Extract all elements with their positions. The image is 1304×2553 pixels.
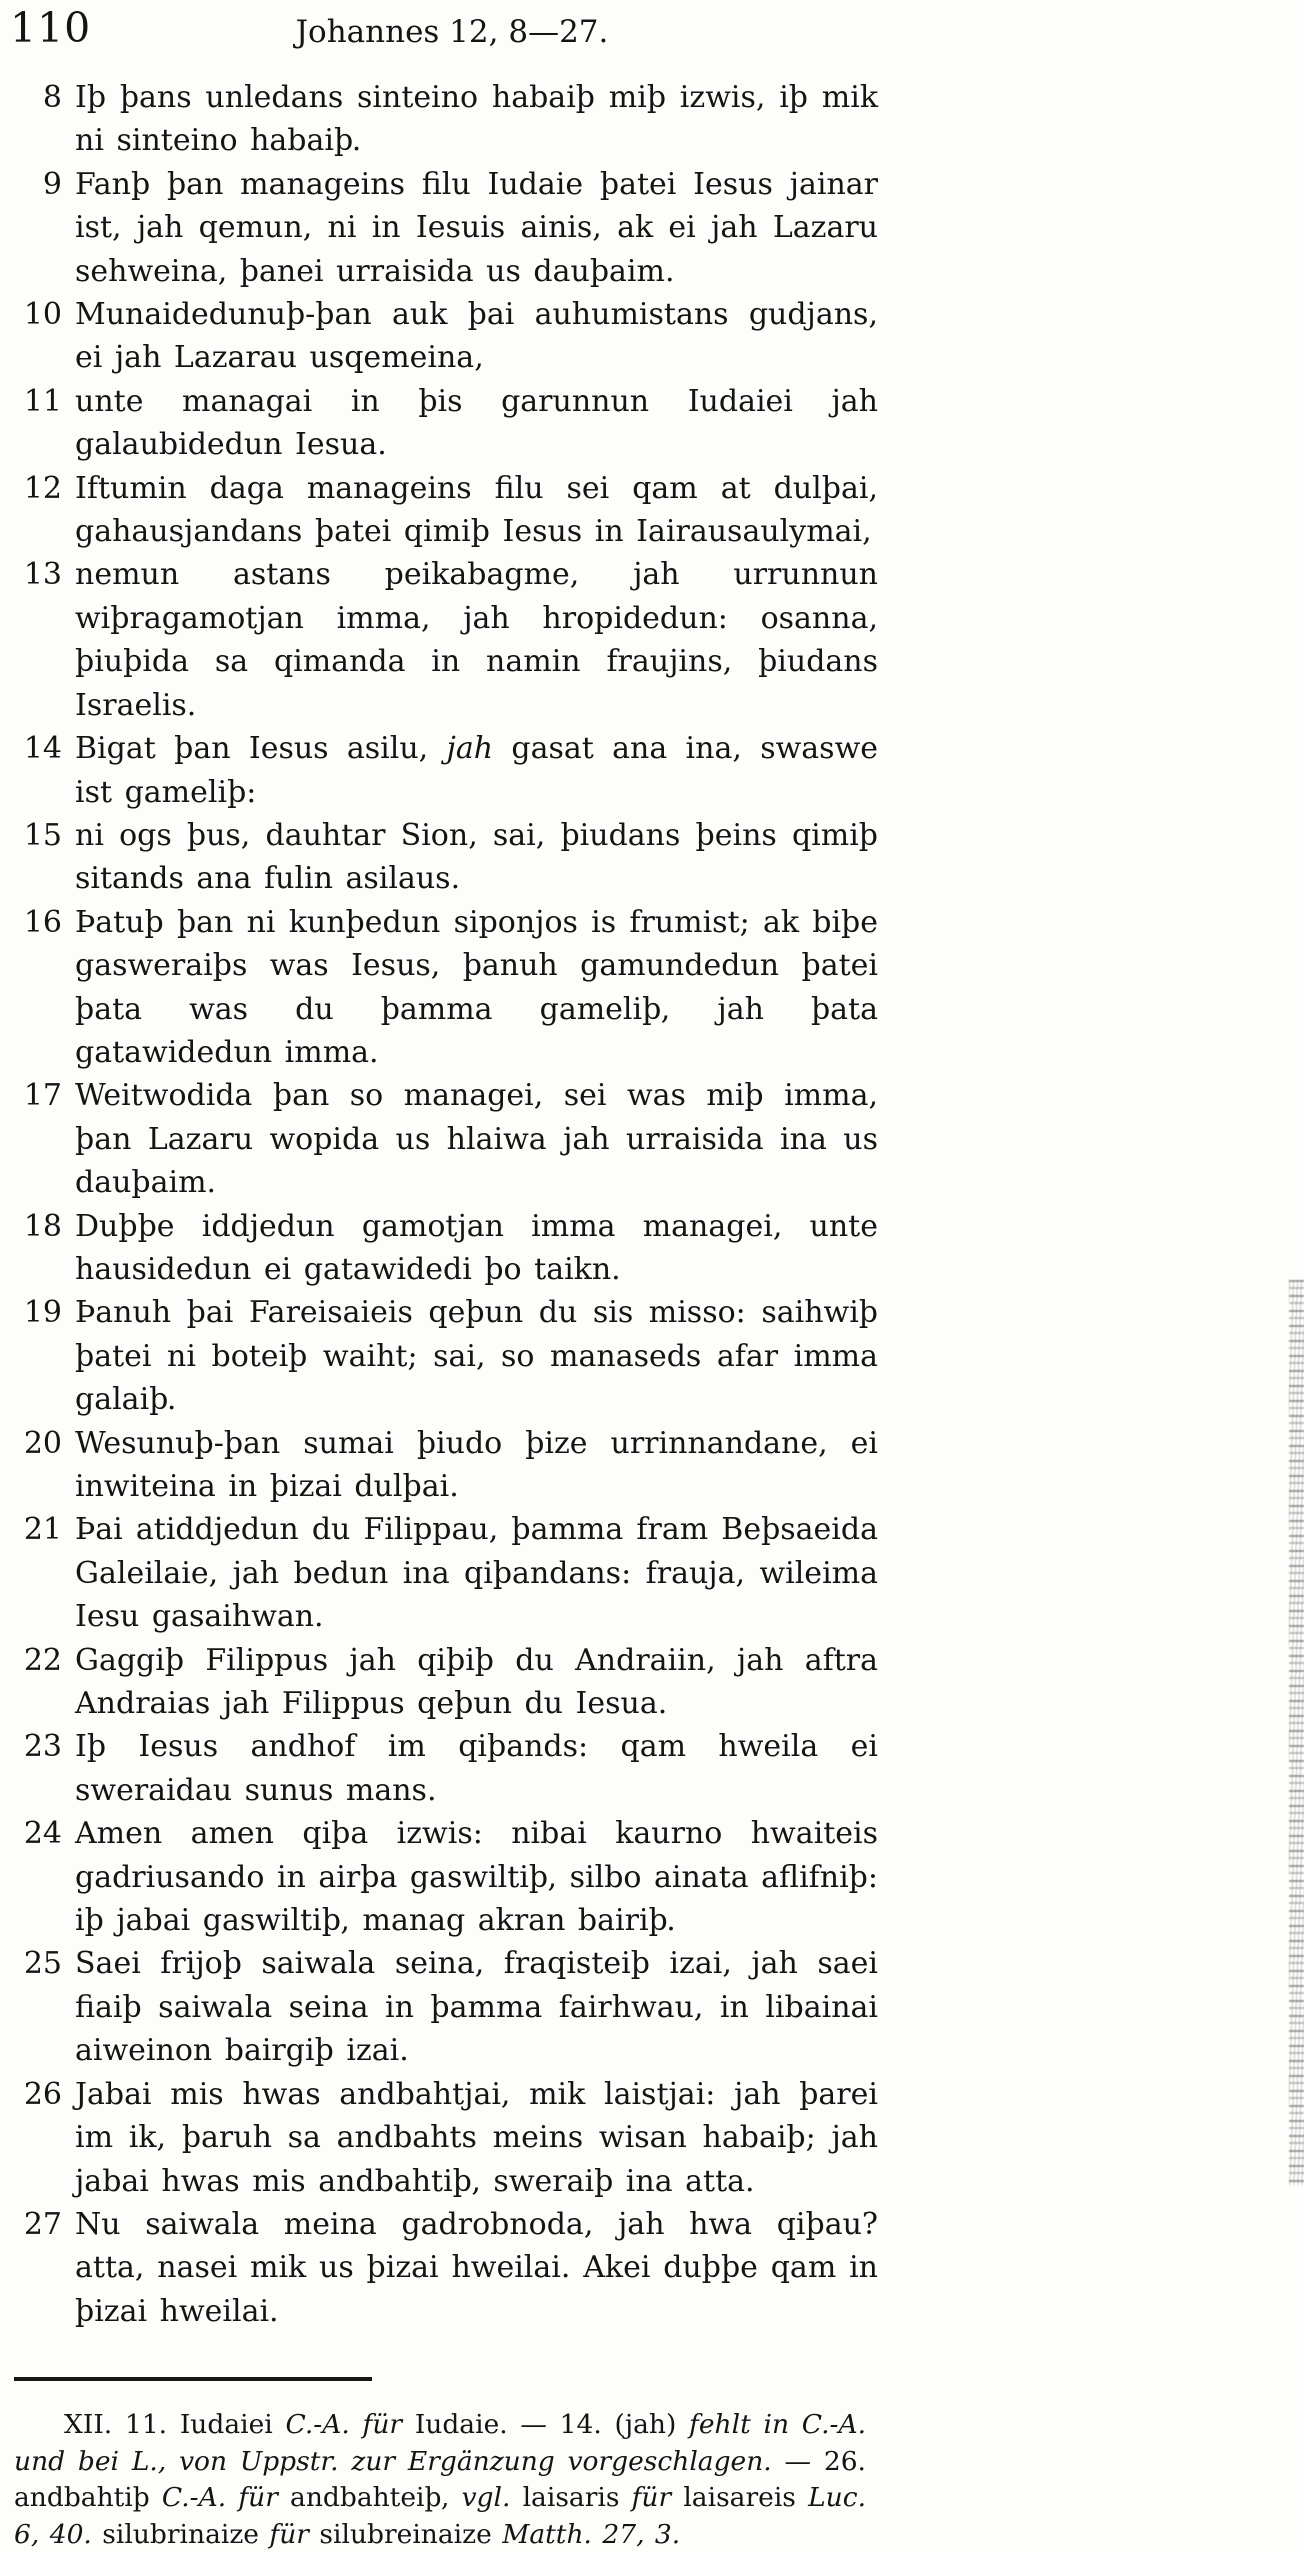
- verse-text-segment: Þatuþ þan ni kunþedun siponjos is frumist; ak biþe gasweraiþs was Iesus, þanuh gamundedun þatei þata was du þamma gameliþ, jah þata gatawidedun imma.: [75, 904, 878, 1070]
- verse-number: 9: [42, 166, 62, 202]
- verse-text: [75, 1074, 878, 1204]
- verse-text-segment: Bigat þan Iesus asilu,: [75, 731, 447, 767]
- footnote-segment: C.-A. für: [285, 2409, 403, 2441]
- footnote-segment: laisareis: [671, 2482, 809, 2514]
- verse-text-segment: ni ogs þus, dauhtar Sion, sai, þiudans þeins qimiþ sitands ana fulin asilaus.: [75, 817, 878, 897]
- verse-row: [12, 1639, 878, 1726]
- verse-text-segment: Duþþe iddjedun gamotjan imma managei, unte hausidedun ei gatawidedi þo taikn.: [75, 1208, 878, 1287]
- verse-text-segment: jah: [446, 731, 494, 767]
- verse-text: [75, 1508, 878, 1638]
- verse-row: [12, 293, 878, 380]
- verse-text-segment: Þanuh þai Fareisaieis qeþun du sis misso: saihwiþ þatei ni boteiþ waiht; sai, so manaseds afar imma galaiþ.: [75, 1295, 878, 1418]
- footnote-segment: für: [631, 2482, 672, 2514]
- verse-row: [12, 727, 878, 814]
- verse-number: 11: [23, 383, 62, 419]
- footnote-segment: silubrinaize: [91, 2518, 270, 2550]
- footnote-segment: — 26. andbahtiþ: [14, 2445, 866, 2514]
- verse-number: 19: [23, 1295, 62, 1331]
- verse-number: 23: [23, 1729, 62, 1765]
- verse-text: [75, 1205, 878, 1292]
- verse-number: 8: [42, 80, 62, 115]
- verse-number: 20: [23, 1425, 62, 1461]
- verse-text-segment: Fanþ þan manageins filu Iudaie þatei Iesus jainar ist, jah qemun, ni in Iesuis ainis, ak ei jah Lazaru sehweina, þanei urraisida us dauþaim.: [75, 166, 878, 289]
- page-number: 110: [10, 4, 92, 52]
- verse-row: [12, 2073, 878, 2203]
- verse-text: [75, 727, 878, 814]
- footnote-segment: Iudaie. — 14. (jah): [402, 2409, 690, 2441]
- verse-text-segment: gasat ana ina, swaswe ist gameliþ:: [75, 731, 879, 810]
- verse-number: 16: [23, 904, 62, 940]
- footnote-separator-rule: [14, 2377, 372, 2381]
- footnote-segment: andbahteiþ,: [277, 2482, 462, 2514]
- verse-row: [12, 1812, 878, 1942]
- verse-text: [75, 293, 878, 380]
- verse-number: 14: [23, 731, 62, 767]
- verse-text: [75, 814, 878, 901]
- verse-text-segment: unte managai in þis garunnun Iudaiei jah galaubidedun Iesua.: [75, 383, 878, 463]
- verse-row: [12, 1291, 878, 1421]
- footnote-segment: laisaris: [510, 2482, 632, 2514]
- page-header: [0, 0, 1304, 50]
- verse-number: 18: [23, 1208, 62, 1244]
- verse-text-segment: Weitwodida þan so managei, sei was miþ imma, þan Lazaru wopida us hlaiwa jah urraisida ina us dauþaim.: [75, 1078, 878, 1201]
- verse-text-segment: Jabai mis hwas andbahtjai, mik laistjai: jah þarei im ik, þaruh sa andbahts meins wisan habaiþ; jah jabai hwas mis andbahtiþ, sweraiþ ina atta.: [75, 2076, 878, 2199]
- verse-text: [75, 1422, 878, 1509]
- scan-edge-artifact: [1289, 1280, 1304, 2185]
- verse-text: [75, 2203, 878, 2333]
- verse-row: [12, 76, 878, 163]
- verse-number: 24: [23, 1816, 62, 1852]
- verse-number: 12: [23, 470, 62, 506]
- verse-text: [75, 1291, 878, 1421]
- verse-text: [75, 1812, 878, 1942]
- footnote-segment: Matth. 27, 3.: [502, 2518, 681, 2550]
- verse-text: [75, 380, 878, 467]
- verse-text: [75, 2073, 878, 2203]
- verse-text-segment: Iþ þans unledans sinteino habaiþ miþ izwis, iþ mik ni sinteino habaiþ.: [75, 80, 878, 159]
- verse-number: 13: [23, 557, 62, 593]
- footnote-segment: C.-A. für: [161, 2482, 278, 2514]
- verse-number: 22: [23, 1642, 62, 1678]
- verse-number: 26: [23, 2076, 62, 2112]
- verse-number: 15: [23, 817, 62, 853]
- verse-text-segment: Wesunuþ-þan sumai þiudo þize urrinnandane, ei inwiteina in þizai dulþai.: [75, 1425, 878, 1504]
- verse-number: 17: [23, 1078, 62, 1114]
- verse-number: 27: [23, 2206, 62, 2242]
- verse-text-segment: Iftumin daga manageins filu sei qam at dulþai, gahausjandans þatei qimiþ Iesus in Iairausaulymai,: [75, 470, 878, 550]
- verse-text-segment: Nu saiwala meina gadrobnoda, jah hwa qiþau? atta, nasei mik us þizai hweilai. Akei duþþe qam in þizai hweilai.: [75, 2206, 878, 2329]
- verse-number: 10: [23, 297, 62, 333]
- verse-row: [12, 1205, 878, 1292]
- verse-row: [12, 163, 878, 293]
- footnote-segment: Luc. 6, 40.: [14, 2482, 866, 2550]
- verse-text: [75, 1639, 878, 1726]
- verse-text: [75, 467, 878, 554]
- running-title: Johannes 12, 8—27.: [295, 14, 609, 50]
- verse-text-segment: Gaggiþ Filippus jah qiþiþ du Andraiin, jah aftra Andraias jah Filippus qeþun du Iesua.: [75, 1642, 878, 1722]
- verse-text: [75, 553, 878, 727]
- verse-text: [75, 901, 878, 1075]
- footnote-segment: fehlt in C.-A. und bei L., von Uppstr. zur Ergänzung vorgeschlagen.: [14, 2409, 867, 2477]
- verse-text-segment: Iþ Iesus andhof im qiþands: qam hweila ei sweraidau sunus mans.: [75, 1729, 878, 1808]
- verse-row: [12, 1074, 878, 1204]
- verse-text: [75, 76, 878, 163]
- verse-text-segment: Saei frijoþ saiwala seina, fraqisteiþ izai, jah saei fiaiþ saiwala seina in þamma fairhwau, in libainai aiweinon bairgiþ izai.: [75, 1946, 878, 2069]
- verse-row: [12, 553, 878, 727]
- verse-row: [12, 814, 878, 901]
- verse-row: [12, 1422, 878, 1509]
- verse-row: [12, 901, 878, 1075]
- footnote-segment: vgl.: [461, 2482, 511, 2514]
- critical-apparatus-footnote: [14, 2407, 866, 2553]
- verse-text: [75, 1942, 878, 2072]
- verse-row: [12, 1508, 878, 1638]
- verse-text-segment: nemun astans peikabagme, jah urrunnun wiþragamotjan imma, jah hropidedun: osanna, þiuþida sa qimanda in namin fraujins, þiudans Israelis.: [75, 557, 878, 723]
- footnote-segment: XII. 11. Iudaiei: [64, 2409, 286, 2441]
- verse-row: [12, 467, 878, 554]
- verse-number: 21: [23, 1512, 62, 1548]
- verse-row: [12, 2203, 878, 2333]
- verse-text: [75, 1725, 878, 1812]
- verse-text: [75, 163, 878, 293]
- verse-row: [12, 1725, 878, 1812]
- footnote-segment: für: [269, 2518, 309, 2550]
- verse-text-segment: Amen amen qiþa izwis: nibai kaurno hwaiteis gadriusando in airþa gaswiltiþ, silbo ainata aflifniþ: iþ jabai gaswiltiþ, manag akran bairiþ.: [75, 1816, 878, 1939]
- verse-text-segment: Munaidedunuþ-þan auk þai auhumistans gudjans, ei jah Lazarau usqemeina,: [75, 297, 878, 376]
- verse-row: [12, 380, 878, 467]
- verse-text-segment: Þai atiddjedun du Filippau, þamma fram Beþsaeida Galeilaie, jah bedun ina qiþandans: frauja, wileima Iesu gasaihwan.: [75, 1512, 878, 1635]
- footnote-segment: silubreinaize: [308, 2518, 503, 2550]
- verse-list: [12, 76, 878, 2333]
- verse-row: [12, 1942, 878, 2072]
- verse-number: 25: [23, 1946, 62, 1982]
